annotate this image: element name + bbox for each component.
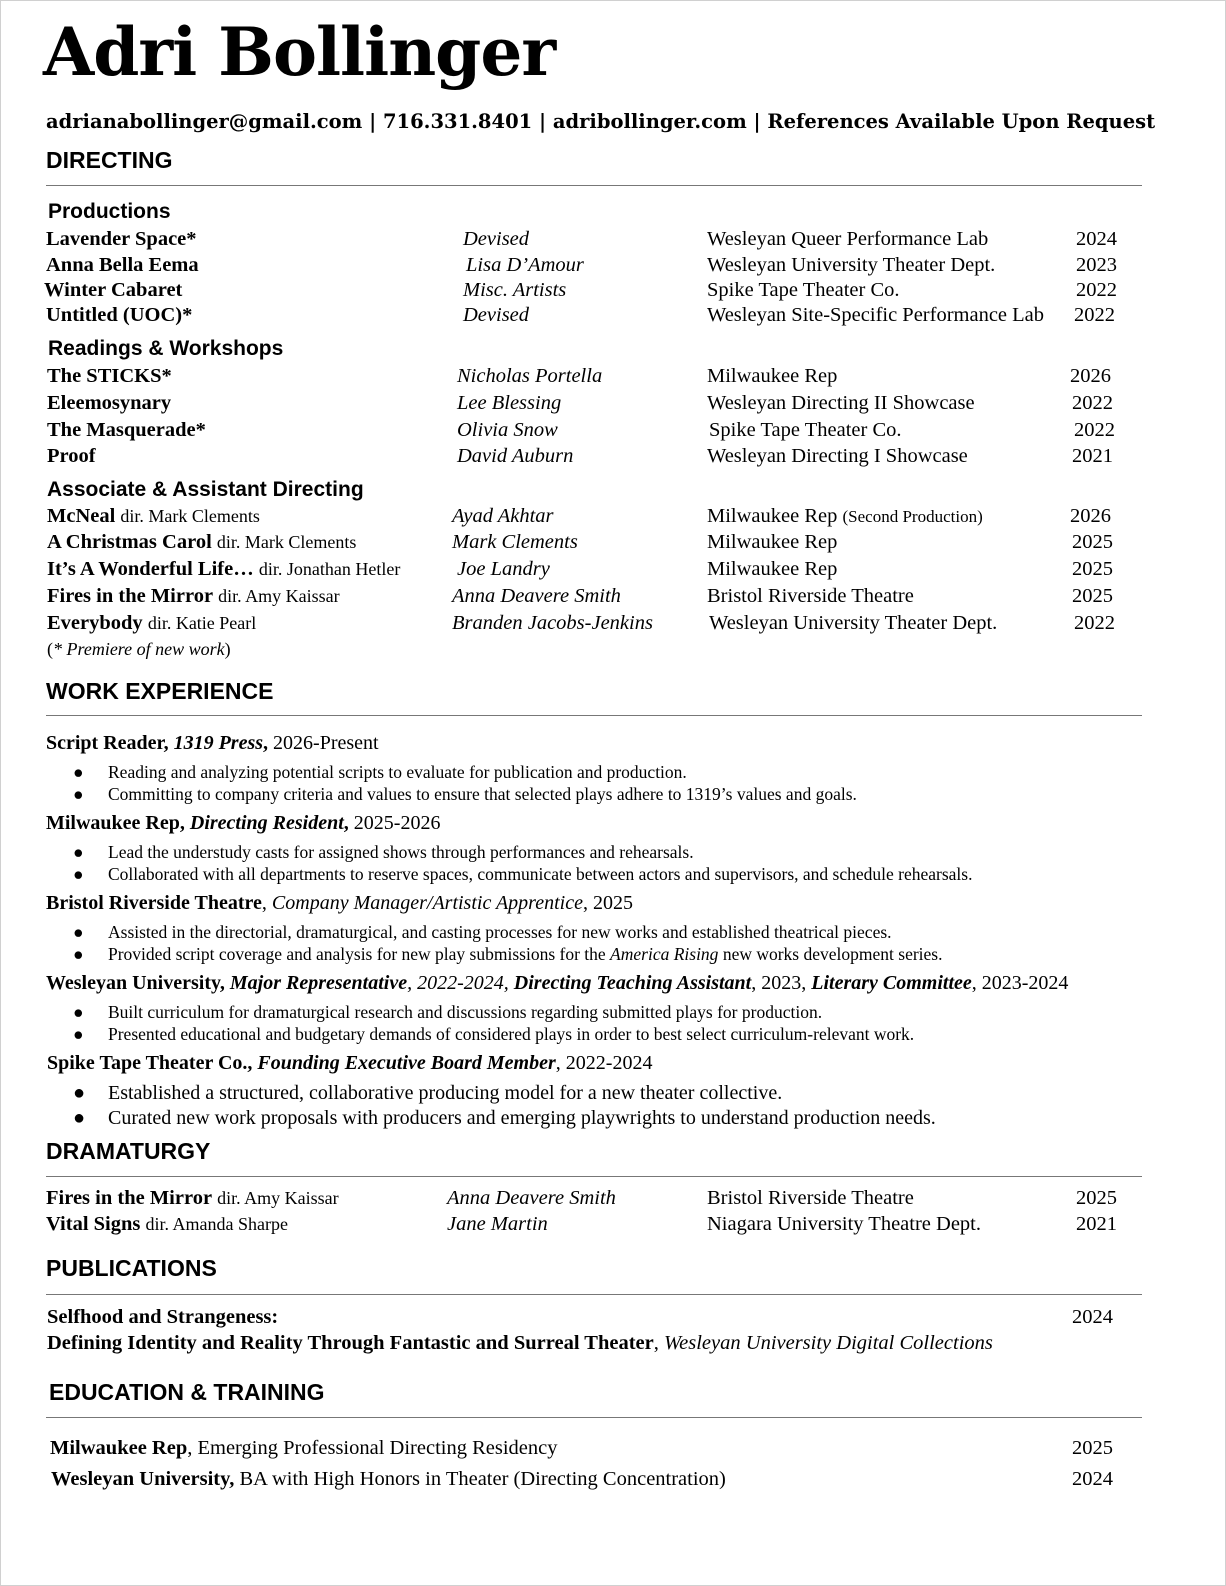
associate-row: A Christmas Carol dir. Mark Clements Mark Clements Milwaukee Rep 2025 xyxy=(47,531,1113,553)
education-row: Milwaukee Rep, Emerging Professional Directing Residency 2025 xyxy=(50,1437,1113,1459)
job-title: Bristol Riverside Theatre, Company Manager/Artistic Apprentice, 2025 xyxy=(46,892,633,914)
contact-line: adrianabollinger@gmail.com | 716.331.8401 | adribollinger.com | References Available Upon Request xyxy=(46,110,1156,133)
associate-row: Everybody dir. Katie Pearl Branden Jacobs-Jenkins Wesleyan University Theater Dept. 2022 xyxy=(47,612,1115,634)
dramaturgy-row: Vital Signs dir. Amanda Sharpe Jane Martin Niagara University Theatre Dept. 2021 xyxy=(46,1213,1117,1235)
reading-row: The Masquerade* Olivia Snow Spike Tape Theater Co. 2022 xyxy=(47,419,1115,441)
readings-heading: Readings & Workshops xyxy=(48,337,284,360)
name-heading: Adri Bollinger xyxy=(43,13,556,91)
job-title: Milwaukee Rep, Directing Resident, 2025-2026 xyxy=(46,812,441,834)
publication-row: Defining Identity and Reality Through Fantastic and Surreal Theater, Wesleyan University Digital Collections xyxy=(47,1332,993,1354)
associate-heading: Associate & Assistant Directing xyxy=(47,478,364,501)
production-row: Anna Bella Eema Lisa D’Amour Wesleyan University Theater Dept. 2023 xyxy=(46,254,1117,276)
job-title: Wesleyan University, Major Representative, 2022-2024, Directing Teaching Assistant, 2023, Literary Committee, 2023-2024 xyxy=(46,972,1069,994)
associate-row: It’s A Wonderful Life… dir. Jonathan Hetler Joe Landry Milwaukee Rep 2025 xyxy=(47,558,1113,580)
resume-page: Adri Bollinger adrianabollinger@gmail.com | 716.331.8401 | adribollinger.com | References Available Upon Request DIRECTING Productions Lavender Space* Devised Wesleyan Queer Performance Lab 2024 Anna Bella Eema Lisa D’Amour Wesleyan University Theater Dept. 2023 Winter Cabaret Misc. Artists Spike Tape Theater Co. 2022 Untitled (UOC)* Devised Wesleyan Site-Specific Performance Lab 2022 Readings & Workshops The STICKS* Nicholas Portella Milwaukee Rep 2026 Eleemosynary Lee Blessing Wesleyan Directing II Showcase 2022 The Masquerade* Olivia Snow Spike Tape Theater Co. 2022 Proof David Auburn Wesleyan Directing I Showcase 2021 Associate & Assistant Directing McNeal dir. Mark Clements Ayad Akhtar Milwaukee Rep (Second Production) 2026 A Christmas Carol dir. Mark Clements Mark Clements Milwaukee Rep 2025 It’s A Wonderful Life… dir. Jonathan Hetler Joe Landry Milwaukee Rep 2025 Fires in the Mirror dir. Amy Kaissar Anna Deavere Smith Bristol Riverside Theatre 2025 Everybody dir. Katie Pearl Branden Jacobs-Jenkins Wesleyan University Theater Dept. 2022 (* Premiere of new work) WORK EXPERIENCE Script Reader, 1319 Press, 2026-Present ● Reading and analyzing potential scripts to evaluate for publication and production. ● Committing to company criteria and values to ensure that selected plays adhere to 1319’s values and goals. Milwaukee Rep, Directing Resident, 2025-2026 ● Lead the understudy casts for assigned shows through performances and rehearsals. ● Collaborated with all departments to reserve spaces, communicate between actors and supervisors, and schedule rehearsals. Bristol Riverside Theatre, Company Manager/Artistic Apprentice, 2025 ● Assisted in the directorial, dramaturgical, and casting processes for new works and established theatrical pieces. ● Provided script coverage and analysis for new play submissions for the America Rising new works development series. Wesleyan University, Major Representative, 2022-2024, Directing Teaching Assistant, 2023, Literary Committee, 2023-2024 ● Built curriculum for dramaturgical research and discussions regarding submitted plays for production. ● Presented educational and budgetary demands of considered plays in order to best select curriculum-relevant work. Spike Tape Theater Co., Founding Executive Board Member, 2022-2024 ● Established a structured, collaborative producing model for a new theater collective. ● Curated new work proposals with producers and emerging playwrights to understand production needs. DRAMATURGY Fires in the Mirror dir. Amy Kaissar Anna Deavere Smith Bristol Riverside Theatre 2025 Vital Signs dir. Amanda Sharpe Jane Martin Niagara University Theatre Dept. 2021 PUBLICATIONS Selfhood and Strangeness: 2024 Defining Identity and Reality Through Fantastic and Surreal Theater, Wesleyan University Digital Collections EDUCATION & TRAINING Milwaukee Rep, Emerging Professional Directing Residency 2025 Wesleyan University, BA with High Honors in Theater (Directing Concentration) 2024 xyxy=(0,0,1226,1586)
reading-row: Eleemosynary Lee Blessing Wesleyan Directing II Showcase 2022 xyxy=(47,392,1113,414)
job-title: Spike Tape Theater Co., Founding Executive Board Member, 2022-2024 xyxy=(47,1052,653,1074)
production-row: Winter Cabaret Misc. Artists Spike Tape Theater Co. 2022 xyxy=(44,279,1117,301)
work-heading: WORK EXPERIENCE xyxy=(46,678,274,704)
section-divider xyxy=(46,715,1142,716)
production-row: Lavender Space* Devised Wesleyan Queer Performance Lab 2024 xyxy=(46,228,1117,250)
premiere-footnote: (* Premiere of new work) xyxy=(47,639,231,659)
associate-row: McNeal dir. Mark Clements Ayad Akhtar Milwaukee Rep (Second Production) 2026 xyxy=(47,505,1111,527)
publications-heading: PUBLICATIONS xyxy=(46,1255,217,1281)
education-row: Wesleyan University, BA with High Honors in Theater (Directing Concentration) 2024 xyxy=(51,1468,1113,1490)
productions-heading: Productions xyxy=(48,200,171,223)
dramaturgy-row: Fires in the Mirror dir. Amy Kaissar Anna Deavere Smith Bristol Riverside Theatre 2025 xyxy=(46,1187,1117,1209)
dramaturgy-heading: DRAMATURGY xyxy=(46,1138,211,1164)
production-row: Untitled (UOC)* Devised Wesleyan Site-Specific Performance Lab 2022 xyxy=(46,304,1115,326)
section-divider xyxy=(46,1176,1142,1177)
associate-row: Fires in the Mirror dir. Amy Kaissar Anna Deavere Smith Bristol Riverside Theatre 2025 xyxy=(47,585,1113,607)
job-title: Script Reader, 1319 Press, 2026-Present xyxy=(46,732,379,754)
education-heading: EDUCATION & TRAINING xyxy=(49,1379,325,1405)
section-divider xyxy=(46,1294,1142,1295)
section-divider xyxy=(46,185,1142,186)
section-divider xyxy=(46,1417,1142,1418)
directing-heading: DIRECTING xyxy=(46,147,173,173)
reading-row: The STICKS* Nicholas Portella Milwaukee Rep 2026 xyxy=(47,365,1111,387)
reading-row: Proof David Auburn Wesleyan Directing I Showcase 2021 xyxy=(47,445,1113,467)
publication-row: Selfhood and Strangeness: 2024 xyxy=(47,1306,1113,1328)
